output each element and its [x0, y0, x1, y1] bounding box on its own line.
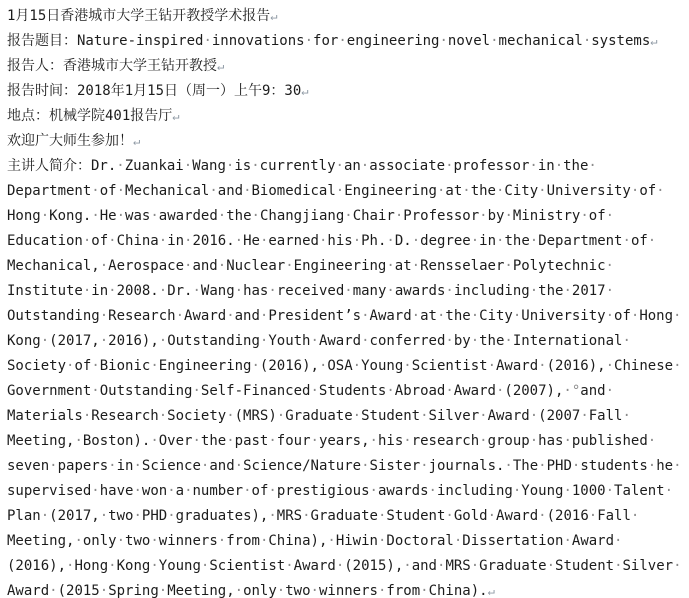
bio-paragraph: 主讲人简介：Dr.·Zuankai·Wang·is·currently·an·associate·professor·in·the·Department·of·Mechanical·and·Biomedical·Engineering·at·the·City·University·of·Hong·Kong.·He·was·awarded·the·Changjiang·Chair·Professor·by·Ministry·of·Education·of·China·in·2016.·He·earned·his·Ph.·D.·degree·in·the·Department·of·Mechanical,·Aerospace·and·Nuclear·Engineering·at·Rensselaer·Polytechnic·Institute·in·2008.·Dr.·Wang·has·received·many·awards·including·the·2017·Outstanding·Research·Award·and·President’s·Award·at·the·City·University·of·Hong·Kong·(2017,·2016),·Outstanding·Youth·Award·conferred·by·the·International·Society·of·Bionic·Engineering·(2016),·OSA·Young·Scientist·Award·(2016),·Chinese·Government·Outstanding·Self-Financed·Students·Abroad·Award·(2007),·°and·Materials·Research·Society·(MRS)·Graduate·Student·Silver·Award·(2007·Fall·Meeting,·Boston).·Over·the·past·four·years,·his·research·group·has·published·seven·papers·in·Science·and·Science/Nature·Sister·journals.·The·PHD·students·he·supervised·have·won·a·number·of·prestigious·awards·including·Young·1000·Talent·Plan·(2017,·two·PHD·graduates),·MRS·Graduate·Student·Gold·Award·(2016·Fall·Meeting,·only·two·winners·from·China),·Hiwin·Doctoral·Dissertation·Award·(2016),·Hong·Kong·Young·Scientist·Award·(2015),·and·MRS·Graduate·Student·Silver·Award·(2015·Spring·Meeting,·only·two·winners·from·China).↵ [7, 158, 682, 598]
time-line: 报告时间：2018年1月15日（周一）上午9：30↵ [7, 83, 309, 99]
welcome-line: 欢迎广大师生参加！↵ [7, 133, 141, 149]
speaker-line: 报告人：香港城市大学王钻开教授↵ [7, 58, 225, 74]
venue-line: 地点：机械学院401报告厅↵ [7, 108, 180, 124]
doc-title-line: 1月15日香港城市大学王钻开教授学术报告↵ [7, 8, 278, 24]
report-title-line: 报告题目：Nature-inspired·innovations·for·engineering·novel·mechanical·systems↵ [7, 33, 658, 49]
